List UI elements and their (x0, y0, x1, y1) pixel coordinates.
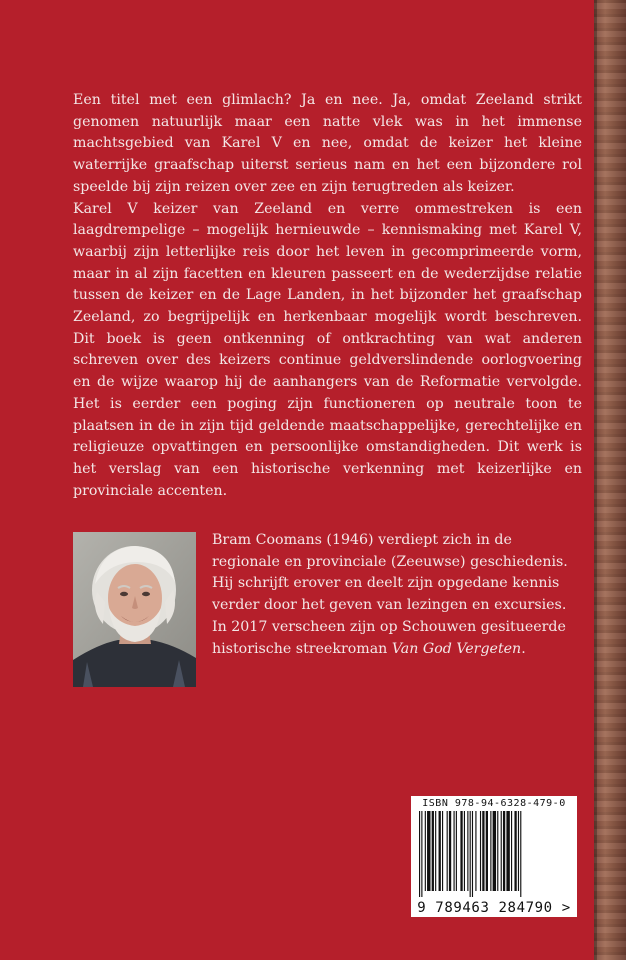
blurb-paragraph-2: Karel V keizer van Zeeland en verre ommestreken is een laagdrempelige – mogelijk hernieuwde – kennismaking met Karel V, waarbij zijn letterlijke reis door het leven in gecomprimeerde vorm, maar in al zijn facetten en kleuren passeert en de wederzijdse relatie tussen de keizer en de Lage Landen, in het bijzonder het graafschap Zeeland, zo begrijpelijk en herkenbaar mogelijk wordt beschreven. Dit boek is geen ontkenning of ontkrachting van wat anderen schreven over des keizers continue geldverslindende oorlogvoering en de wijze waarop hij de aanhangers van de Reformatie vervolgde. Het is eerder een poging zijn functioneren op neutrale toon te plaatsen in de in zijn tijd geldende maatschappelijke, gerechtelijke en religieuze opvattingen en persoonlijke omstandigheden. Dit werk is het verslag van een historische verkenning met keizerlijke en provinciale accenten. (73, 200, 582, 499)
author-bio-end: . (521, 640, 526, 657)
novel-title: Van God Vergeten (391, 640, 522, 657)
author-bio (212, 530, 582, 660)
isbn-label: ISBN 978-94-6328-479-0 (422, 798, 566, 809)
barcode-bars-icon (417, 811, 571, 897)
blurb-text (73, 90, 582, 502)
isbn-digits: 9 789463 284790 > (417, 900, 571, 916)
isbn-barcode (411, 796, 577, 917)
author-portrait-image (73, 532, 196, 687)
author-bio-text: Bram Coomans (1946) verdiept zich in de regionale en provinciale (Zeeuwse) geschiedenis. Hij schrijft erover en deelt zijn opgedane kennis verder door het geven van lezingen en excursies. In 2017 verscheen zijn op Schouwen gesitueerde historische streekroman (212, 532, 568, 657)
blurb-paragraph-1: Een titel met een glimlach? Ja en nee. Ja, omdat Zeeland strikt genomen natuurlijk maar een natte vlek was in het immense machtsgebied van Karel V en nee, omdat de keizer het kleine waterrijke graafschap uiterst serieus nam en het een bijzondere rol speelde bij zijn reizen over zee en zijn terugtreden als keizer. (73, 92, 582, 195)
author-photo (73, 532, 196, 687)
spine-brick-texture (594, 0, 626, 960)
